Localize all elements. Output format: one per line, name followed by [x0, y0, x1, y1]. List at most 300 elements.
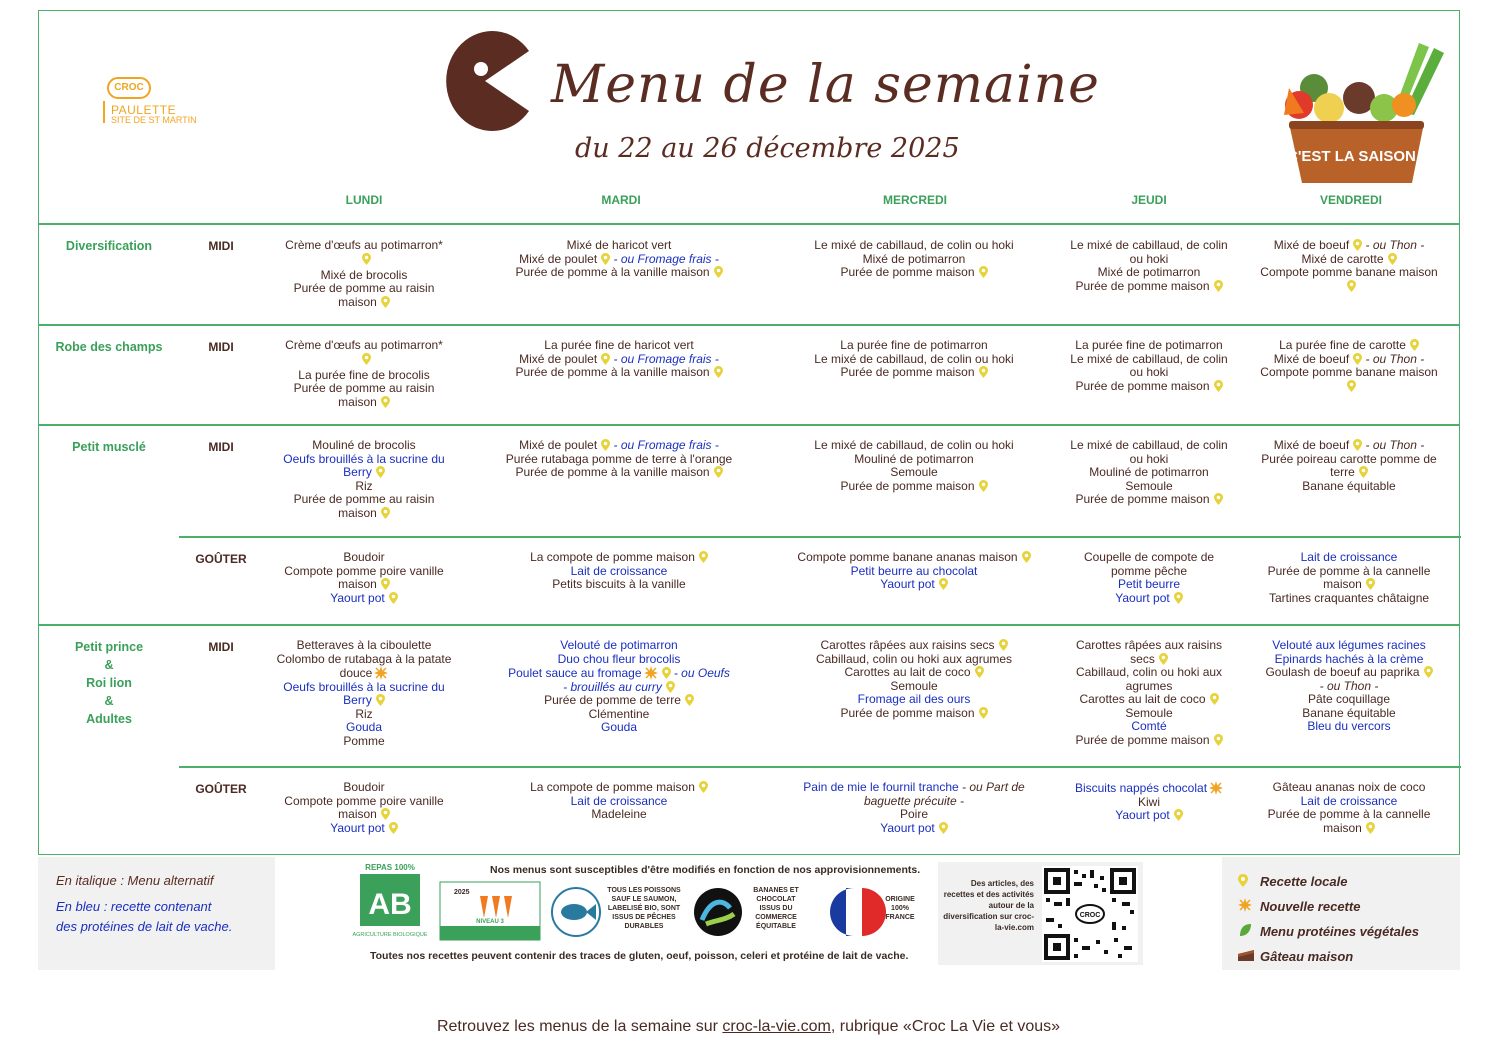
- category-line: &: [104, 658, 114, 672]
- menu-item-text: Gâteau ananas noix de coco: [1272, 780, 1426, 794]
- menu-item-text: Mouliné de brocolis: [312, 438, 416, 452]
- menu-item: [264, 507, 464, 521]
- local-recipe-pin-icon: [1210, 733, 1223, 747]
- menu-item: [494, 781, 744, 795]
- menu-item: [264, 781, 464, 795]
- local-recipe-pin-icon: [1384, 252, 1397, 266]
- menu-item: [1249, 380, 1449, 396]
- menu-item-text: baguette précuite -: [863, 793, 965, 808]
- menu-item-text: La compote de pomme maison: [530, 550, 695, 564]
- local-recipe-pin-icon: [597, 352, 610, 366]
- new-recipe-star-icon: [642, 666, 658, 680]
- menu-item: [784, 439, 1044, 453]
- menu-item-text: Clémentine: [588, 706, 650, 721]
- local-recipe-pin-icon: [971, 665, 984, 679]
- menu-item-text: Carottes râpées aux raisins: [1075, 638, 1223, 652]
- legend-item: [1238, 894, 1444, 919]
- menu-item-text: brouillés au curry: [570, 679, 662, 694]
- menu-item: [494, 339, 744, 353]
- menu-item-text: Lait de croissance: [1300, 793, 1398, 808]
- meal-gouter: GOÛTER: [195, 782, 247, 796]
- menu-item-prefix: -: [563, 679, 571, 694]
- menu-item-text: Duo chou fleur brocolis: [557, 651, 681, 666]
- menu-item: [494, 253, 744, 267]
- menu-item: [1249, 480, 1449, 494]
- notice-top: Nos menus sont susceptibles d'être modifiés en fonction de nos approvisionnements.: [490, 864, 921, 876]
- fish-icon: [550, 886, 602, 938]
- menu-item: [494, 694, 744, 708]
- notice-bottom: Toutes nos recettes peuvent contenir des traces de gluten, oeuf, poisson, celeri et protéine de lait de vache.: [370, 950, 909, 962]
- menu-item-text: maison: [338, 294, 377, 309]
- legend-item: [1238, 944, 1444, 969]
- menu-item-text: ou hoki: [1129, 251, 1169, 266]
- menu-item-text: Purée de pomme à la vanille maison: [515, 265, 710, 279]
- category-petit-muscle: Petit musclé: [72, 440, 146, 454]
- menu-item: [784, 239, 1044, 253]
- menu-cell: [784, 551, 1044, 592]
- menu-item: [1054, 253, 1244, 267]
- menu-item-text: Bleu du vercors: [1307, 719, 1391, 733]
- menu-item: [1054, 453, 1244, 467]
- menu-item-text: Cabillaud, colin ou hoki aux agrumes: [815, 651, 1013, 666]
- menu-item-text: Compote pomme poire vanille: [284, 793, 444, 808]
- menu-item: [784, 680, 1044, 694]
- category-line: &: [104, 694, 114, 708]
- menu-item-text: Le mixé de cabillaud, de colin ou hoki: [814, 438, 1014, 452]
- local-recipe-pin-icon: [385, 821, 398, 835]
- menu-item-text: Coupelle de compote de: [1083, 550, 1215, 564]
- menu-item-text: Pâte coquillage: [1307, 692, 1391, 706]
- menu-cell: [1054, 781, 1244, 823]
- legend-label: Menu protéines végétales: [1260, 924, 1419, 939]
- menu-item-text: maison: [338, 505, 377, 520]
- menu-item: [1054, 493, 1244, 507]
- menu-item-text: Yaourt pot: [330, 820, 385, 835]
- ecocert-year: 2025: [454, 889, 470, 896]
- menu-item: [264, 269, 464, 283]
- footer-text-pre: Retrouvez les menus de la semaine sur: [436, 1018, 723, 1035]
- menu-item-text: Le mixé de cabillaud, de colin ou hoki: [814, 238, 1014, 252]
- local-recipe-pin-icon: [377, 395, 390, 409]
- menu-item-text: Le mixé de cabillaud, de colin: [1070, 351, 1228, 366]
- menu-item-text: La purée fine de haricot vert: [544, 338, 694, 352]
- menu-cell: [494, 551, 744, 592]
- menu-item: [1249, 466, 1449, 480]
- menu-cell: [784, 781, 1044, 835]
- logo-line2: SITE DE ST MARTIN: [111, 115, 197, 125]
- menu-item: [264, 666, 464, 681]
- alternative-item: - ou Fromage frais -: [610, 351, 719, 366]
- menu-item-text: Mixé de potimarron: [862, 251, 966, 266]
- local-recipe-pin-icon: [1420, 665, 1433, 679]
- menu-cell: [784, 339, 1044, 380]
- menu-item: [264, 480, 464, 494]
- menu-item: [1249, 720, 1449, 734]
- divider: [39, 624, 1459, 626]
- alternative-item: - ou Oeufs: [670, 666, 730, 680]
- menu-cell: [1249, 239, 1449, 296]
- menu-item-text: La purée fine de carotte: [1279, 338, 1406, 352]
- menu-item: [494, 453, 744, 467]
- menu-item-text: Colombo de rutabaga à la patate: [276, 651, 452, 666]
- menu-item-text: Mixé de boeuf: [1273, 438, 1350, 452]
- menu-item: [1054, 809, 1244, 823]
- menu-item: [784, 366, 1044, 380]
- day-mercredi: MERCREDI: [882, 193, 947, 207]
- local-recipe-pin-icon: [377, 577, 390, 591]
- menu-cell: [494, 639, 744, 735]
- menu-item: [264, 382, 464, 396]
- menu-item-text: Petits biscuits à la vanille: [552, 577, 686, 591]
- local-recipe-pin-icon: [975, 706, 988, 720]
- local-recipe-pin-icon: [695, 780, 708, 794]
- category-line: Roi lion: [86, 676, 132, 690]
- alternative-item: - ou Thon -: [1362, 238, 1425, 252]
- menu-item-text: Banane équitable: [1302, 478, 1396, 493]
- local-recipe-pin-icon: [710, 465, 723, 479]
- menu-item-text: Purée de pomme maison: [1075, 492, 1210, 506]
- menu-item: [1054, 466, 1244, 480]
- menu-item: [1054, 280, 1244, 294]
- menu-item: [1249, 693, 1449, 707]
- menu-item-text: Poire: [899, 807, 928, 821]
- menu-item-text: Yaourt pot: [880, 577, 935, 591]
- header: [39, 11, 1459, 181]
- menu-cell: [1054, 239, 1244, 293]
- menu-cell: [1054, 439, 1244, 507]
- menu-cell: [784, 439, 1044, 493]
- menu-item-text: Le mixé de cabillaud, de colin ou hoki: [814, 351, 1014, 366]
- menu-item-text: Semoule: [1125, 705, 1173, 720]
- local-recipe-pin-icon: [681, 693, 694, 707]
- logo-badge: CROC: [107, 77, 151, 99]
- menu-item-text: Madeleine: [591, 807, 647, 821]
- menu-cell: [784, 239, 1044, 280]
- local-recipe-pin-icon: [358, 352, 371, 366]
- legend-right: [1222, 857, 1460, 970]
- pacman-icon: [439, 29, 531, 133]
- menu-item: [784, 666, 1044, 680]
- day-jeudi: JEUDI: [1131, 193, 1167, 207]
- menu-item: [494, 466, 744, 480]
- menu-cell: [264, 639, 464, 748]
- menu-item: [784, 551, 1044, 565]
- local-recipe-pin-icon: [597, 252, 610, 266]
- menu-cell: [264, 551, 464, 605]
- alternative-item: - ou Fromage frais -: [610, 251, 719, 266]
- menu-item-text: Purée de pomme à la vanille maison: [515, 365, 710, 379]
- menu-item-text: Mixé de poulet: [519, 438, 598, 452]
- menu-item: [1054, 339, 1244, 353]
- menu-cell: [494, 239, 744, 280]
- menu-item-text: Semoule: [890, 465, 938, 479]
- menu-item-text: Pomme: [343, 733, 385, 748]
- france-flag-icon: [828, 886, 880, 938]
- menu-item: [494, 565, 744, 579]
- alternative-item: - ou Thon -: [1362, 438, 1425, 452]
- menu-item-text: Berry: [343, 693, 372, 707]
- menu-item: [1249, 266, 1449, 280]
- menu-item: [1249, 565, 1449, 579]
- menu-item-text: Yaourt pot: [330, 590, 385, 605]
- local-recipe-pin-icon: [975, 479, 988, 493]
- menu-item-text: Mouliné de potimarron: [1089, 465, 1209, 479]
- menu-item: [494, 578, 744, 592]
- category-petit-prince: [39, 638, 179, 728]
- menu-item: [264, 453, 464, 467]
- local-recipe-pin-icon: [995, 638, 1008, 652]
- local-recipe-pin-icon: [1343, 379, 1356, 393]
- menu-item: [264, 565, 464, 579]
- menu-item: [1249, 551, 1449, 565]
- menu-item: [494, 366, 744, 380]
- menu-item: [1054, 239, 1244, 253]
- menu-item: [264, 708, 464, 722]
- legend-label: Nouvelle recette: [1260, 899, 1361, 914]
- menu-item-text: Epinards hachés à la crème: [1274, 651, 1424, 666]
- menu-item-text: Compote pomme banane maison: [1260, 265, 1438, 279]
- croc-logo: [103, 77, 213, 132]
- menu-item-text: Mixé de haricot vert: [566, 238, 672, 252]
- menu-item: [264, 653, 464, 667]
- local-recipe-pin-icon: [1155, 652, 1168, 666]
- local-recipe-pin-icon: [1018, 550, 1031, 564]
- meal-midi: MIDI: [208, 640, 234, 654]
- menu-item-text: Mixé de boeuf: [1273, 238, 1350, 252]
- menu-item: [264, 578, 464, 592]
- menu-item-text: Boudoir: [343, 550, 385, 564]
- local-recipe-pin-icon: [710, 365, 723, 379]
- menu-cell: [1249, 551, 1449, 605]
- ecocert-level: NIVEAU 3: [476, 919, 504, 925]
- vegetable-basket-icon: [1244, 33, 1444, 183]
- menu-item-text: Banane équitable: [1302, 705, 1396, 720]
- menu-item-text: Purée de pomme de terre: [544, 693, 681, 707]
- menu-item: [784, 453, 1044, 467]
- menu-item-text: Mixé de brocolis: [320, 267, 408, 282]
- local-recipe-pin-icon: [377, 807, 390, 821]
- menu-item: [784, 808, 1044, 822]
- menu-item-text: Purée de pomme maison: [840, 705, 975, 720]
- local-recipe-pin-icon: [662, 680, 675, 694]
- menu-item-text: Kiwi: [1137, 794, 1160, 809]
- menu-item-text: Purée de pomme au raisin: [293, 492, 435, 506]
- day-lundi: LUNDI: [345, 193, 383, 207]
- menu-item-text: Riz: [355, 706, 373, 721]
- menu-item-text: Mouliné de potimarron: [854, 451, 974, 466]
- menu-item-text: Cabillaud, colin ou hoki aux: [1075, 665, 1223, 679]
- qr-logo-text: CROC: [1079, 912, 1101, 919]
- legend-blue-line2: des protéines de lait de vache.: [56, 919, 233, 934]
- menu-item-text: maison: [338, 807, 377, 821]
- menu-item: [264, 493, 464, 507]
- menu-item-text: Mixé de boeuf: [1273, 351, 1350, 366]
- menu-item-text: Biscuits nappés chocolat: [1074, 781, 1208, 795]
- menu-item-text: agrumes: [1125, 678, 1173, 693]
- menu-cell: [264, 781, 464, 835]
- divider: [39, 324, 1459, 326]
- menu-item: [494, 239, 744, 253]
- menu-item: [1054, 480, 1244, 494]
- menu-item-text: Compote pomme banane maison: [1260, 365, 1438, 379]
- menu-item-text: Oeufs brouillés à la sucrine du: [283, 679, 445, 694]
- menu-item: [1249, 439, 1449, 453]
- meal-midi: MIDI: [208, 340, 234, 354]
- menu-item-text: Yaourt pot: [1115, 590, 1170, 605]
- menu-item-text: Gouda: [345, 720, 383, 734]
- menu-item-text: Purée de pomme maison: [1075, 278, 1210, 293]
- local-recipe-pin-icon: [1343, 279, 1356, 293]
- bio-bottom-text: AGRICULTURE BIOLOGIQUE: [352, 932, 428, 938]
- menu-item: [1054, 551, 1244, 565]
- menu-item: [1054, 353, 1244, 367]
- menu-item-text: La compote de pomme maison: [530, 780, 695, 794]
- local-recipe-pin-icon: [1362, 577, 1375, 591]
- menu-item: [494, 708, 744, 722]
- menu-item: [784, 781, 1044, 795]
- menu-cell: [494, 781, 744, 822]
- menu-item: [784, 795, 1044, 809]
- menu-item: [1249, 781, 1449, 795]
- menu-item-text: Purée de pomme à la vanille maison: [515, 465, 710, 479]
- menu-item: [264, 369, 464, 383]
- menu-item: [264, 694, 464, 708]
- fairtrade-text: BANANES ET CHOCOLAT ISSUS DU COMMERCE ÉQUITABLE: [753, 887, 799, 930]
- menu-item-text: Berry: [343, 465, 372, 479]
- menu-item: [494, 681, 744, 695]
- menu-item-text: Purée de pomme à la cannelle: [1267, 563, 1431, 578]
- meal-midi: MIDI: [208, 239, 234, 253]
- menu-item-text: Purée de pomme maison: [840, 365, 975, 379]
- category-line: Adultes: [86, 712, 132, 726]
- menu-item: [494, 808, 744, 822]
- menu-item: [494, 266, 744, 280]
- footer-link[interactable]: croc-la-vie.com: [722, 1018, 831, 1035]
- menu-item: [1054, 796, 1244, 810]
- menu-item: [1054, 653, 1244, 667]
- menu-item: [1054, 693, 1244, 707]
- divider: [179, 536, 1461, 538]
- basket-label: C'EST LA SAISON !: [1286, 148, 1426, 165]
- qr-code-icon[interactable]: [1042, 866, 1138, 962]
- category-robe-des-champs: Robe des champs: [55, 340, 163, 354]
- menu-item: [494, 551, 744, 565]
- menu-item: [1054, 666, 1244, 680]
- menu-item: [264, 681, 464, 695]
- menu-item-text: Semoule: [1125, 478, 1173, 493]
- local-recipe-pin-icon: [597, 438, 610, 452]
- fish-text: TOUS LES POISSONS SAUF LE SAUMON, LABELISÉ BIO, SONT ISSUS DE PÊCHES DURABLES: [607, 887, 681, 930]
- menu-item-text: Purée de pomme maison: [840, 265, 975, 279]
- menu-cell: [264, 439, 464, 520]
- menu-item-text: Purée de pomme maison: [840, 478, 975, 493]
- menu-item-text: Yaourt pot: [1115, 808, 1170, 822]
- menu-item: [1249, 339, 1449, 353]
- menu-item: [1054, 639, 1244, 653]
- alternative-item: - ou Fromage frais -: [610, 438, 719, 452]
- star-icon: [1238, 898, 1260, 915]
- menu-item: [1249, 707, 1449, 721]
- menu-item: [784, 578, 1044, 592]
- menu-item-text: Velouté de potimarron: [560, 638, 678, 652]
- menu-item-text: maison: [338, 577, 377, 591]
- menu-item: [264, 639, 464, 653]
- menu-item-text: Boudoir: [343, 780, 385, 794]
- legend-label: Recette locale: [1260, 874, 1348, 889]
- menu-item-text: Compote pomme banane ananas maison: [797, 550, 1018, 564]
- menu-item: [1054, 734, 1244, 748]
- local-recipe-pin-icon: [1349, 238, 1362, 252]
- bio-top-text: REPAS 100%: [365, 863, 415, 872]
- fairtrade-icon: [692, 886, 744, 938]
- menu-item: [1249, 653, 1449, 667]
- cake-icon: [1238, 949, 1260, 964]
- menu-frame: [38, 10, 1460, 855]
- menu-item: [1054, 380, 1244, 394]
- menu-item: [494, 666, 744, 681]
- new-recipe-star-icon: [372, 666, 388, 680]
- local-recipe-pin-icon: [1362, 821, 1375, 835]
- menu-cell: [264, 339, 464, 409]
- legend-item: [1238, 869, 1444, 894]
- menu-item: [1054, 578, 1244, 592]
- menu-item: [494, 721, 744, 735]
- menu-item-text: Riz: [355, 478, 373, 493]
- menu-item: [1054, 720, 1244, 734]
- france-text: ORIGINE 100% FRANCE: [885, 896, 915, 921]
- ecocert-label-icon: [440, 882, 540, 940]
- menu-item: [1249, 280, 1449, 296]
- menu-item: [1249, 239, 1449, 253]
- menu-item-text: Lait de croissance: [570, 563, 668, 578]
- menu-item: [264, 808, 464, 822]
- alternative-item: - ou Part de: [958, 780, 1025, 794]
- menu-item: [1249, 795, 1449, 809]
- menu-item: [1054, 707, 1244, 721]
- local-recipe-pin-icon: [658, 666, 671, 680]
- menu-item: [1054, 680, 1244, 694]
- menu-item: [1249, 822, 1449, 836]
- local-recipe-pin-icon: [1349, 438, 1362, 452]
- menu-cell: [1249, 639, 1449, 734]
- local-recipe-pin-icon: [935, 577, 948, 591]
- menu-item-text: Mixé de poulet: [519, 251, 598, 266]
- menu-item-text: terre: [1330, 465, 1355, 479]
- local-recipe-pin-icon: [385, 591, 398, 605]
- menu-item-text: Mixé de poulet: [519, 351, 598, 366]
- day-vendredi: VENDREDI: [1319, 193, 1382, 207]
- menu-item: [784, 353, 1044, 367]
- pin-icon: [1238, 874, 1260, 890]
- day-mardi: MARDI: [601, 193, 641, 207]
- menu-item: [1249, 592, 1449, 606]
- menu-cell: [264, 239, 464, 309]
- menu-item-text: Carottes au lait de coco: [844, 665, 971, 679]
- menu-item: [1249, 680, 1449, 694]
- menu-item: [264, 253, 464, 269]
- legend-left: [38, 857, 275, 970]
- logo-bar: [103, 101, 105, 123]
- new-recipe-star-icon: [1207, 781, 1223, 795]
- menu-item: [264, 466, 464, 480]
- menu-item: [784, 693, 1044, 707]
- menu-item: [784, 653, 1044, 667]
- menu-item: [1249, 666, 1449, 680]
- menu-item: [264, 721, 464, 735]
- menu-item-text: Purée de pomme au raisin: [293, 381, 435, 395]
- menu-item-text: Velouté aux légumes racines: [1272, 638, 1426, 652]
- menu-cell: [784, 639, 1044, 720]
